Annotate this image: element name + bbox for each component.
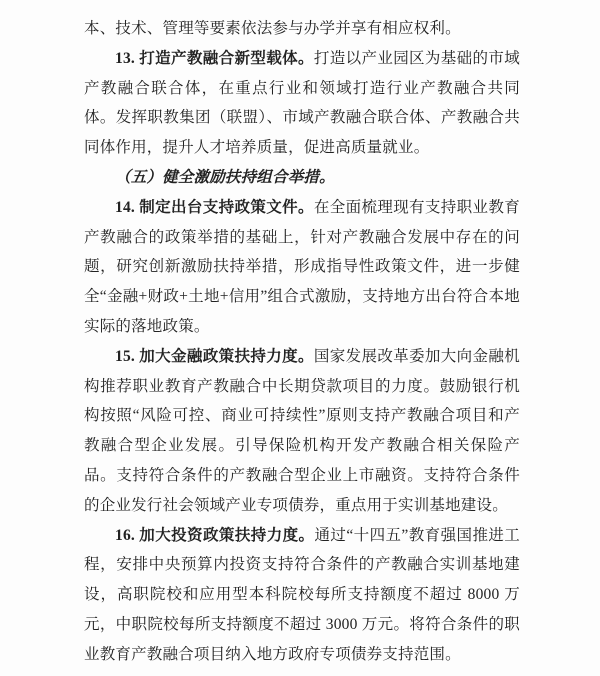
- paragraph-item-16-body: 通过“十四五”教育强国推进工程，安排中央预算内投资支持符合条件的产教融合实训基地建设，高职院校和应用型本科院校每所支持额度不超过 8000 万元，中职院校每所支持额度不超过 3000 万元。将符合条件的职业教育产教融合项目纳入地方政府专项债券支持范围。: [84, 526, 520, 663]
- paragraph-item-16: [84, 521, 520, 670]
- section-5-heading: （五）健全激励扶持组合举措。: [115, 168, 335, 186]
- paragraph-continuation: 本、技术、管理等要素依法参与办学并享有相应权利。: [84, 20, 461, 37]
- paragraph-item-15-lead: 15. 加大金融政策扶持力度。: [115, 347, 314, 365]
- paragraph-item-14-body: 在全面梳理现有支持职业教育产教融合的政策举措的基础上，针对产教融合发展中存在的问题，研究创新激励扶持举措，形成指导性政策文件，进一步健全“金融+财政+土地+信用”组合式激励，支持地方出台符合本地实际的落地政策。: [84, 198, 520, 335]
- paragraph-item-13-lead: 13. 打造产教融合新型载体。: [115, 49, 314, 67]
- paragraph-item-13-body: 打造以产业园区为基础的市域产教融合联合体，在重点行业和领域打造行业产教融合共同体。发挥职教集团（联盟）、市域产教融合联合体、产教融合共同体作用，提升人才培养质量，促进高质量就业。: [84, 49, 520, 157]
- paragraph-item-13: [84, 44, 520, 163]
- paragraph-item-14-lead: 14. 制定出台支持政策文件。: [115, 198, 314, 216]
- paragraph-item-15-body: 国家发展改革委加大向金融机构推荐职业教育产教融合中长期贷款项目的力度。鼓励银行机构按照“风险可控、商业可持续性”原则支持产教融合项目和产教融合型企业发展。引导保险机构开发产教融合相关保险产品。支持符合条件的产教融合型企业上市融资。支持符合条件的企业发行社会领域产业专项债券，重点用于实训基地建设。: [84, 347, 520, 514]
- paragraph-item-16-lead: 16. 加大投资政策扶持力度。: [115, 526, 315, 544]
- paragraph-item-14: [84, 193, 520, 342]
- paragraph-item-15: [84, 342, 520, 521]
